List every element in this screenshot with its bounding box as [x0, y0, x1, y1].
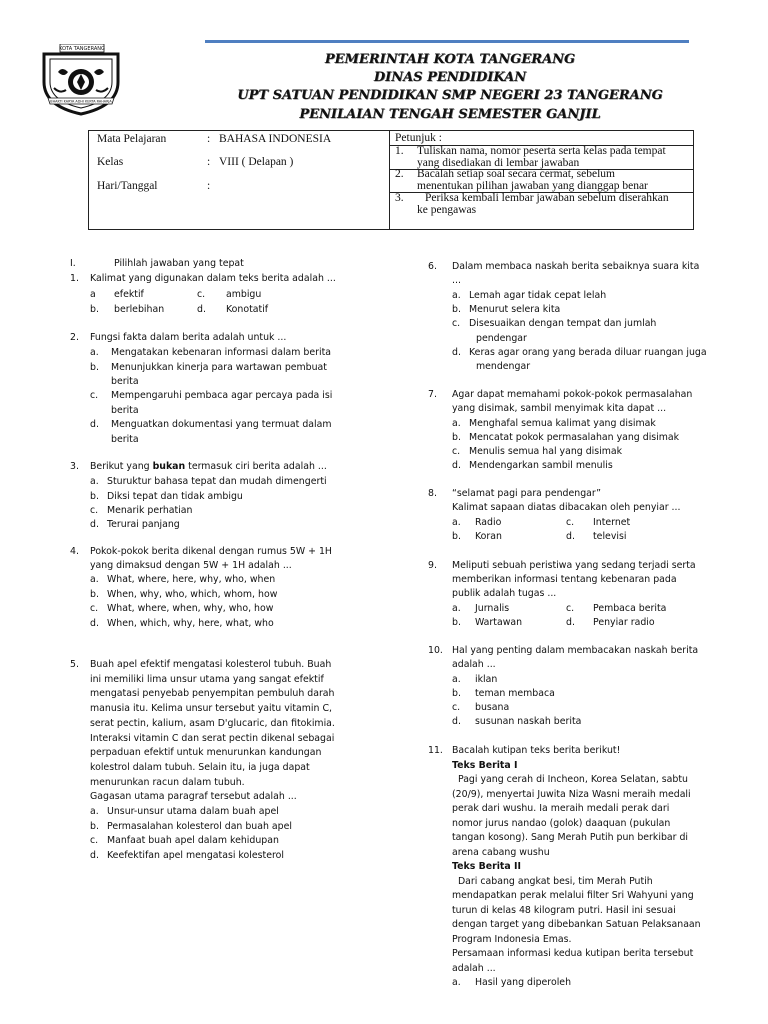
instruction-number: 3.: [395, 192, 404, 204]
option-letter: a.: [90, 347, 99, 358]
question-text: Gagasan utama paragraf tersebut adalah ...: [90, 791, 297, 803]
option-text: Menarik perhatian: [107, 505, 193, 516]
option-letter: c.: [90, 835, 99, 846]
option-text: pendengar: [476, 333, 527, 344]
question-text: Hal yang penting dalam membacakan naskah berita: [452, 645, 699, 656]
option-text: Mengatakan kebenaran informasi dalam berita: [111, 347, 332, 358]
header-line-2: DINAS PENDIDIKAN: [373, 70, 527, 85]
option-text: Sturuktur bahasa tepat dan mudah dimengerti: [107, 476, 327, 487]
class-value: VIII ( Delapan ): [219, 156, 294, 168]
subject-label: Mata Pelajaran: [97, 133, 167, 145]
option-text: Disesuaikan dengan tempat dan jumlah: [469, 318, 657, 329]
option-text: berlebihan: [114, 304, 165, 315]
section-number: I.: [70, 258, 76, 269]
question-number: 7.: [428, 389, 437, 400]
option-text: Menulis semua hal yang disimak: [469, 446, 623, 457]
instruction-2: [395, 169, 687, 193]
option-text: teman membaca: [475, 688, 555, 699]
question-text: Kalimat yang digunakan dalam teks berita adalah ...: [90, 273, 336, 284]
passage-1-title: Teks Berita I: [452, 759, 518, 771]
question-text: “selamat pagi para pendengar”: [452, 488, 602, 499]
option-text: Koran: [475, 531, 502, 542]
question-text: Buah apel efektif mengatasi kolesterol tubuh. Buah: [90, 659, 332, 670]
option-letter: d.: [90, 849, 99, 861]
question-text: yang disimak, sambil menyimak kita dapat ...: [452, 403, 667, 414]
question-emphasis: bukan: [152, 461, 186, 472]
option-text: Menguatkan dokumentasi yang termuat dalam: [111, 419, 332, 430]
option-letter: c.: [90, 505, 99, 516]
option-text: What, where, here, why, who, when: [107, 574, 276, 585]
question-number: 3.: [70, 461, 79, 472]
logo-top-text: KOTA TANGERANG: [59, 46, 105, 52]
option-text: Hasil yang diperoleh: [475, 977, 572, 988]
emblem-icon: [38, 44, 124, 116]
instructions-title: Petunjuk :: [395, 132, 442, 144]
option-letter: a.: [452, 290, 461, 301]
question-text-part: Berikut yang: [90, 461, 153, 472]
option-text: berita: [111, 405, 139, 416]
option-text: berita: [111, 434, 139, 445]
option-letter: b.: [90, 491, 99, 502]
option-text: Unsur-unsur utama dalam buah apel: [107, 806, 279, 817]
option-text: Menunjukkan kinerja para wartawan pembuat: [111, 362, 327, 373]
question-text: menurunkan racun dalam tubuh.: [90, 776, 245, 788]
option-letter: c.: [90, 390, 99, 401]
question-text: ini memiliki lima unsur utama yang sangat efektif: [90, 673, 324, 685]
option-letter: c.: [197, 289, 206, 300]
header-line-3: UPT SATUAN PENDIDIKAN SMP NEGERI 23 TANGERANG: [237, 88, 663, 103]
question-number: 8.: [428, 488, 437, 499]
option-letter: d.: [452, 716, 461, 727]
exam-info-box: [88, 130, 694, 230]
option-text: iklan: [475, 674, 498, 685]
option-letter: b.: [452, 688, 461, 699]
passage-text: mendapatkan perak melalui filter Sri Wahyuni yang: [452, 890, 694, 901]
option-text: ambigu: [226, 289, 262, 300]
question-text: Fungsi fakta dalam berita adalah untuk ...: [90, 332, 287, 343]
option-letter: c.: [452, 446, 461, 457]
option-letter: d.: [452, 347, 461, 358]
option-text: televisi: [593, 531, 627, 542]
option-letter: c.: [566, 517, 575, 528]
instruction-text: Bacalah setiap soal secara cermat, sebelum: [417, 168, 615, 180]
question-number: 6.: [428, 261, 437, 272]
option-letter: c.: [566, 603, 575, 614]
option-text: Mencatat pokok permasalahan yang disimak: [469, 432, 680, 443]
question-text: mengatasi penyebab penyempitan pembuluh darah: [90, 688, 335, 700]
option-letter: a.: [452, 418, 461, 429]
option-letter: b.: [90, 362, 99, 373]
question-text: Interaksi vitamin C dan serat pectin dikenal sebagai: [90, 732, 335, 744]
option-text: Diksi tepat dan tidak ambigu: [107, 491, 243, 502]
passage-text: tangan kosong). Sang Merah Putih pun berkibar di: [452, 832, 689, 843]
question-text-part: termasuk ciri berita adalah ...: [185, 461, 327, 472]
option-letter: d.: [452, 460, 461, 471]
option-text: Konotatif: [226, 304, 269, 315]
question-number: 9.: [428, 560, 437, 571]
class-colon: :: [207, 156, 211, 168]
subject-value: BAHASA INDONESIA: [219, 133, 332, 145]
option-text: Penyiar radio: [593, 617, 655, 628]
passage-text: Program Indonesia Emas.: [452, 933, 572, 945]
header-rule: [205, 40, 689, 43]
option-letter: d.: [90, 519, 99, 530]
option-letter: b.: [452, 531, 461, 542]
option-letter: a.: [90, 806, 99, 817]
section-title: Pilihlah jawaban yang tepat: [114, 258, 244, 269]
passage-text: arena cabang wushu: [452, 846, 550, 858]
question-text: Persamaan informasi kedua kutipan berita tersebut: [452, 948, 694, 959]
instruction-number: 1.: [395, 145, 404, 157]
question-text: adalah ...: [452, 962, 496, 974]
question-text: Agar dapat memahami pokok-pokok permasalahan: [452, 389, 693, 400]
option-letter: d.: [90, 419, 99, 430]
logo-motto-text: BHAKTI KARYA ADHI KERTA RAHARJA: [50, 99, 112, 104]
header-line-4: PENILAIAN TENGAH SEMESTER GANJIL: [299, 107, 601, 122]
question-text: adalah ...: [452, 659, 496, 670]
question-text: [90, 460, 327, 475]
option-letter: c.: [452, 702, 461, 713]
instruction-3: [395, 193, 687, 217]
question-text: Kalimat sapaan diatas dibacakan oleh penyiar ...: [452, 502, 681, 513]
school-logo: [38, 44, 124, 116]
passage-text: Pagi yang cerah di Incheon, Korea Selatan, sabtu: [452, 774, 688, 785]
option-text: Pembaca berita: [593, 603, 667, 614]
option-text: Wartawan: [475, 617, 523, 628]
option-letter: a: [90, 289, 96, 300]
question-text: serat pectin, kalium, asam D'glucaric, dan fitokimia.: [90, 717, 335, 729]
question-text: kolestrol dalam tubuh. Selain itu, ia juga dapat: [90, 761, 310, 773]
date-label: Hari/Tanggal: [97, 180, 158, 192]
instruction-1: [395, 146, 687, 170]
option-text: Terurai panjang: [107, 519, 180, 530]
option-text: busana: [475, 702, 510, 713]
question-text: Bacalah kutipan teks berita berikut!: [452, 745, 621, 756]
question-text: manusia itu. Kelima unsur tersebut yaitu vitamin C,: [90, 703, 332, 715]
passage-2-title: Teks Berita II: [452, 861, 521, 872]
option-text: Internet: [593, 517, 631, 528]
date-colon: :: [207, 180, 211, 192]
question-text: ...: [452, 275, 461, 286]
passage-text: Dari cabang angkat besi, tim Merah Putih: [452, 875, 653, 887]
question-number: 11.: [428, 745, 443, 756]
question-number: 1.: [70, 273, 79, 284]
option-text: When, why, who, which, whom, how: [107, 589, 278, 600]
instruction-text: yang disediakan di lembar jawaban: [417, 156, 580, 169]
option-text: Mendengarkan sambil menulis: [469, 460, 613, 471]
option-letter: c.: [90, 603, 99, 614]
option-letter: a.: [452, 517, 461, 528]
question-text: publik adalah tugas ...: [452, 588, 557, 599]
question-text: yang dimaksud dengan 5W + 1H adalah ...: [90, 560, 292, 571]
option-letter: d.: [566, 617, 575, 628]
passage-text: dengan target yang dibebankan Satuan Pelaksanaan: [452, 919, 701, 930]
option-text: Keras agar orang yang berada diluar ruangan juga: [469, 347, 707, 358]
passage-text: (20/9), menyertai Juwita Niza Wasni meraih medali: [452, 788, 691, 800]
option-text: mendengar: [476, 361, 531, 372]
passage-text: perak dari wushu. Ia meraih medali perak dari: [452, 803, 670, 814]
option-text: berita: [111, 376, 139, 387]
option-text: Jurnalis: [475, 603, 510, 614]
option-letter: a.: [90, 574, 99, 585]
option-letter: d.: [566, 531, 575, 542]
option-text: Mempengaruhi pembaca agar percaya pada isi: [111, 390, 333, 401]
option-letter: a.: [452, 674, 461, 685]
option-letter: b.: [452, 617, 461, 628]
option-text: Lemah agar tidak cepat lelah: [469, 290, 607, 301]
instruction-text: ke pengawas: [417, 203, 477, 216]
option-text: Menghafal semua kalimat yang disimak: [469, 418, 656, 429]
option-letter: b.: [452, 304, 461, 315]
option-letter: d.: [197, 304, 206, 315]
option-text: Permasalahan kolesterol dan buah apel: [107, 820, 292, 832]
option-letter: b.: [90, 820, 99, 832]
option-letter: b.: [90, 589, 99, 600]
option-letter: a.: [452, 603, 461, 614]
option-letter: b.: [90, 304, 99, 315]
option-text: What, where, when, why, who, how: [107, 603, 274, 614]
option-letter: b.: [452, 432, 461, 443]
instruction-number: 2.: [395, 168, 404, 180]
question-number: 5.: [70, 659, 79, 670]
question-text: Pokok-pokok berita dikenal dengan rumus 5W + 1H: [90, 546, 332, 557]
question-text: Meliputi sebuah peristiwa yang sedang terjadi serta: [452, 560, 696, 571]
subject-colon: :: [207, 133, 211, 145]
option-text: Keefektifan apel mengatasi kolesterol: [107, 849, 284, 861]
question-text: memberikan informasi tentang kebenaran pada: [452, 574, 677, 585]
passage-text: turun di kelas 48 kilogram putri. Hasil ini sesuai: [452, 904, 676, 916]
option-text: susunan naskah berita: [475, 716, 582, 727]
class-label: Kelas: [97, 156, 124, 168]
option-text: Radio: [475, 517, 502, 528]
option-text: efektif: [114, 289, 144, 300]
question-text: perpaduan efektif untuk menurunkan kandungan: [90, 747, 322, 759]
option-text: When, which, why, here, what, who: [107, 618, 274, 629]
passage-text: nomor jurus nandao (golok) daaquan (pukulan: [452, 817, 671, 829]
option-letter: c.: [452, 318, 461, 329]
option-letter: a.: [452, 977, 461, 988]
option-letter: d.: [90, 618, 99, 629]
instruction-text: Tuliskan nama, nomor peserta serta kelas pada tempat: [417, 145, 666, 157]
question-text: Dalam membaca naskah berita sebaiknya suara kita: [452, 261, 700, 272]
option-letter: a.: [90, 476, 99, 487]
option-text: Menurut selera kita: [469, 304, 561, 315]
question-number: 4.: [70, 546, 79, 557]
question-number: 2.: [70, 332, 79, 343]
header-line-1: PEMERINTAH KOTA TANGERANG: [324, 52, 576, 67]
instruction-text: Periksa kembali lembar jawaban sebelum diserahkan: [425, 192, 669, 204]
option-text: Manfaat buah apel dalam kehidupan: [107, 835, 279, 846]
instruction-text: menentukan pilihan jawaban yang dianggap benar: [417, 179, 648, 192]
question-number: 10.: [428, 645, 443, 656]
